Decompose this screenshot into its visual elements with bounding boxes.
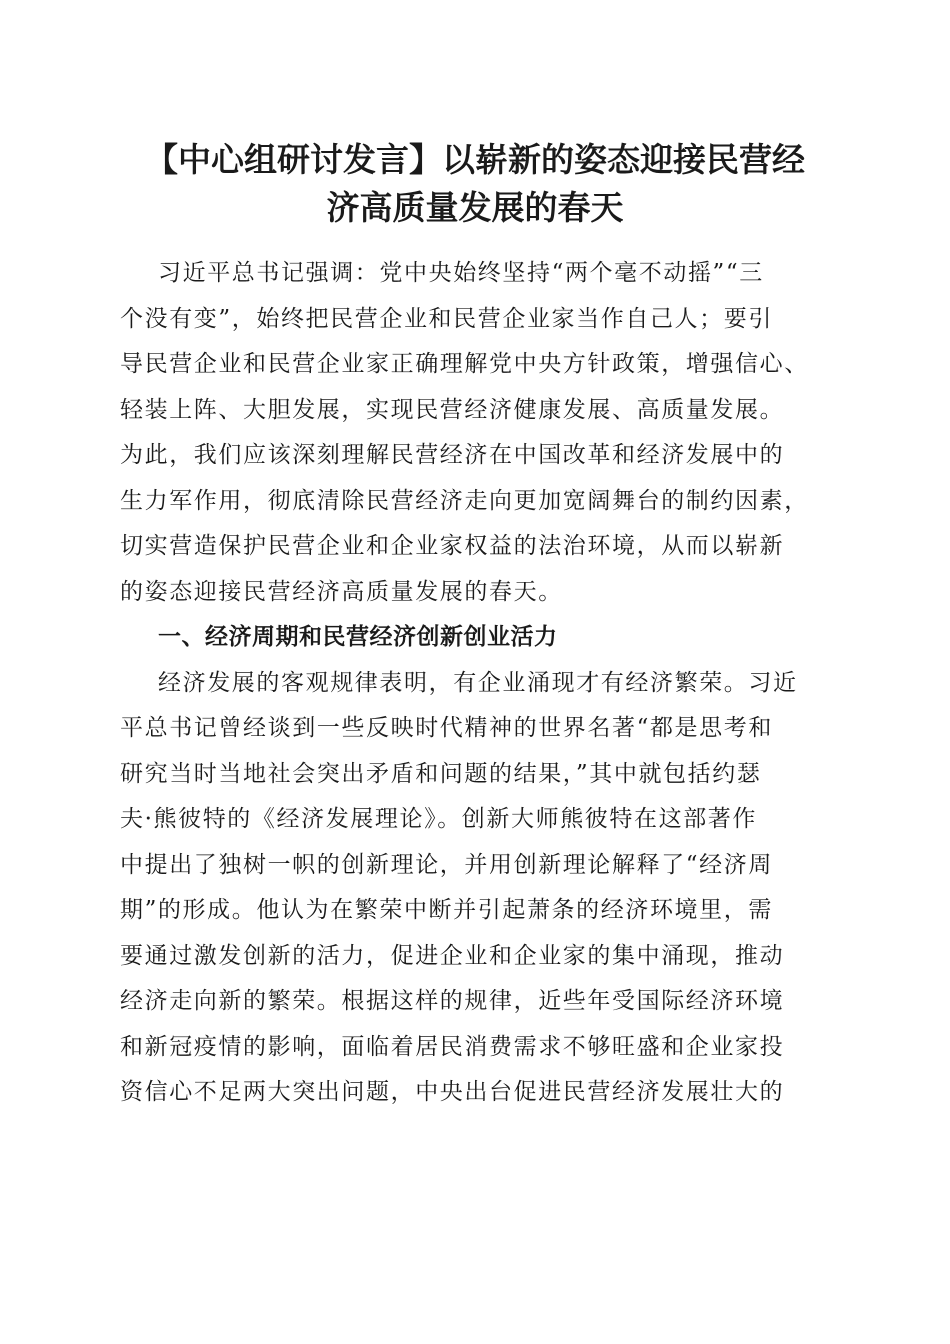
text-line: 经济发展的客观规律表明，有企业涌现才有经济繁荣。习近 xyxy=(158,669,798,696)
text-line: 的姿态迎接民营经济高质量发展的春天。 xyxy=(120,578,563,605)
text-line: 研究当时当地社会突出矛盾和问题的结果，”其中就包括约瑟 xyxy=(120,760,762,787)
title-line: 济高质量发展的春天 xyxy=(326,188,624,227)
text-line: 个没有变”，始终把民营企业和民营企业家当作自己人；要引 xyxy=(120,305,773,332)
text-line: 平总书记曾经谈到一些反映时代精神的世界名著“都是思考和 xyxy=(120,715,773,741)
text-line: 习近平总书记强调：党中央始终坚持“两个毫不动摇”“三 xyxy=(158,260,764,286)
text-line: 经济走向新的繁荣。根据这样的规律，近些年受国际经济环境 xyxy=(120,988,785,1014)
text-line: 期”的形成。他认为在繁荣中断并引起萧条的经济环境里，需 xyxy=(120,897,773,923)
text-line: 要通过激发创新的活力，促进企业和企业家的集中涌现，推动 xyxy=(120,942,785,969)
text-line: 切实营造保护民营企业和企业家权益的法治环境，从而以崭新 xyxy=(120,533,785,559)
page-title xyxy=(100,136,850,232)
text-line: 生力军作用，彻底清除民营经济走向更加宽阔舞台的制约因素， xyxy=(120,487,809,514)
text-line: 轻装上阵、大胆发展，实现民营经济健康发展、高质量发展。 xyxy=(120,396,785,423)
text-line: 中提出了独树一帜的创新理论，并用创新理论解释了“经济周 xyxy=(120,851,773,878)
document-body xyxy=(120,251,825,1116)
paragraph-intro xyxy=(120,251,825,615)
text-line: 夫·熊彼特的《经济发展理论》。创新大师熊彼特在这部著作 xyxy=(120,806,758,832)
paragraph-section1 xyxy=(120,661,825,1116)
text-line: 导民营企业和民营企业家正确理解党中央方针政策，增强信心、 xyxy=(120,351,809,377)
text-line: 为此，我们应该深刻理解民营经济在中国改革和经济发展中的 xyxy=(120,442,785,468)
text-line: 和新冠疫情的影响，面临着居民消费需求不够旺盛和企业家投 xyxy=(120,1033,785,1060)
title-line: 【中心组研讨发言】以崭新的姿态迎接民营经 xyxy=(145,140,805,179)
text-line: 资信心不足两大突出问题，中央出台促进民营经济发展壮大的 xyxy=(120,1079,785,1105)
section-heading: 一、经济周期和民营经济创新创业活力 xyxy=(158,624,558,650)
